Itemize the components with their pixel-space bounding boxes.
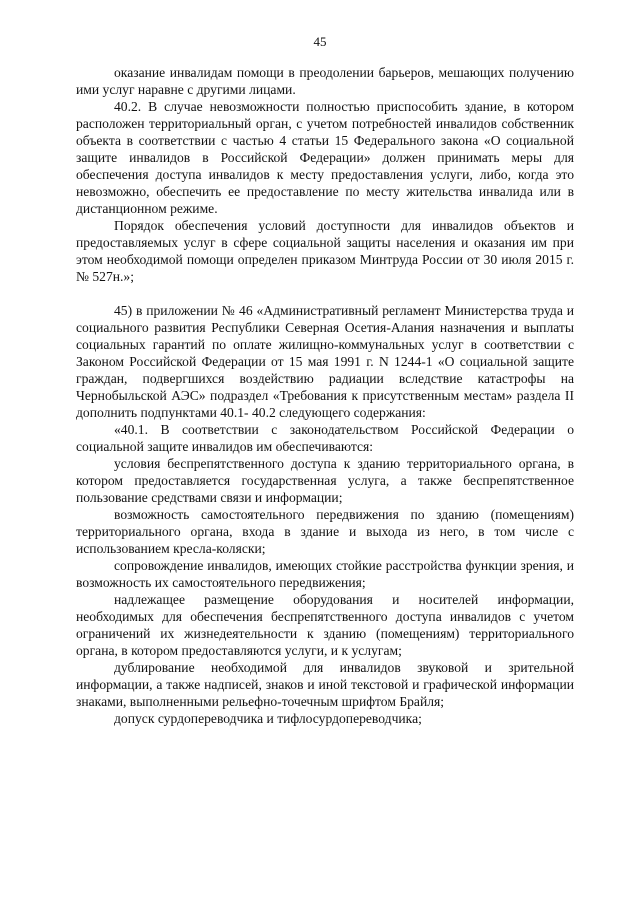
paragraph: 40.2. В случае невозможности полностью приспособить здание, в котором расположен территориальный орган, с учетом потребностей инвалидов собственник объекта в соответствии с частью 4 статьи 15 Федерального закона «О социальной защите инвалидов в Российской Федерации» должен принимать меры для обеспечения доступа инвалидов к месту предоставления услуги, либо, когда это невозможно, обеспечить ее предоставление по месту жительства инвалида или в дистанционном режиме. <box>76 99 574 216</box>
paragraph: сопровождение инвалидов, имеющих стойкие расстройства функции зрения, и возможность их самостоятельного передвижения; <box>76 558 574 590</box>
document-body <box>76 64 574 727</box>
paragraph: допуск сурдопереводчика и тифлосурдопереводчика; <box>114 711 422 726</box>
paragraph: Порядок обеспечения условий доступности для инвалидов объектов и предоставляемых услуг в сфере социальной защиты населения и оказания им при этом необходимой помощи определен приказом Минтруда России от 30 июля 2015 г. № 527н.»; <box>76 218 574 284</box>
paragraph: дублирование необходимой для инвалидов звуковой и зрительной информации, а также надписей, знаков и иной текстовой и графической информации знаками, выполненными рельефно-точечным шрифтом Брайля; <box>76 660 574 709</box>
page-number: 45 <box>313 34 327 49</box>
paragraph: надлежащее размещение оборудования и носителей информации, необходимых для обеспечения беспрепятственного доступа инвалидов с учетом ограничений их жизнедеятельности к зданию (помещениям) территориального органа, в котором предоставляются услуги, и к услугам; <box>76 592 574 658</box>
paragraph: условия беспрепятственного доступа к зданию территориального органа, в котором предоставляется государственная услуга, а также беспрепятственное пользование средствами связи и информации; <box>76 456 574 505</box>
paragraph: возможность самостоятельного передвижения по зданию (помещениям) территориального органа, входа в здание и выхода из него, в том числе с использованием кресла-коляски; <box>76 507 574 556</box>
paragraph: оказание инвалидам помощи в преодолении барьеров, мешающих получению ими услуг наравне с другими лицами. <box>76 65 574 97</box>
paragraph: 45) в приложении № 46 «Административный регламент Министерства труда и социального развития Республики Северная Осетия-Алания назначения и выплаты социальных гарантий по оплате жилищно-коммунальных услуг в соответствии с Законом Российской Федерации от 15 мая 1991 г. N 1244-1 «О социальной защите граждан, подвергшихся воздействию радиации вследствие катастрофы на Чернобыльской АЭС» подраздел «Требования к присутственным местам» раздела II дополнить подпунктами 40.1- 40.2 следующего содержания: <box>76 303 574 420</box>
paragraph: «40.1. В соответствии с законодательством Российской Федерации о социальной защите инвалидов им обеспечиваются: <box>76 422 574 454</box>
